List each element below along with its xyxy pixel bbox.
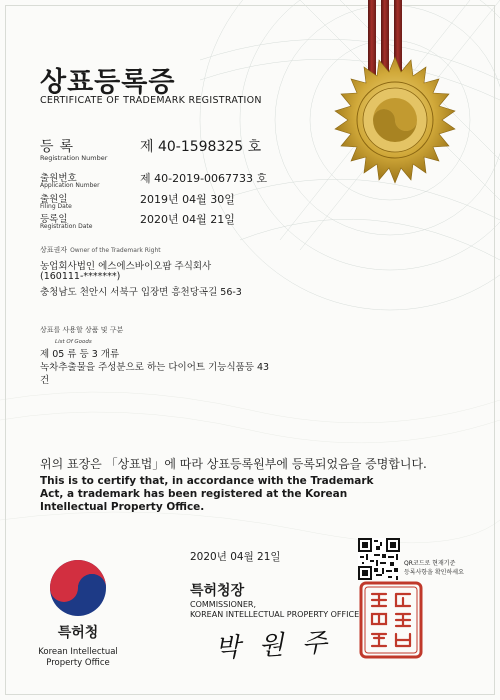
kipo-taegeuk-logo: [40, 550, 116, 620]
certification-statement-korean: 위의 표장은 「상표법」에 따라 상표등록원부에 등록되었음을 증명합니다.: [40, 457, 427, 471]
commissioner-title: 특허청장: [190, 583, 245, 599]
field-label: 출원번호: [40, 173, 77, 184]
office-name-korean: 특허청: [57, 625, 99, 641]
field-value: 2020년 04월 21일: [140, 213, 235, 226]
registration-number-value: 제 40-1598325 호: [140, 139, 262, 155]
owner-name: 농업회사법인 에스에스바이오팜 주식회사: [40, 261, 212, 272]
owner-label-english: Owner of the Trademark Right: [70, 247, 161, 254]
goods-label: 상표를 사용할 상품 및 구분: [40, 326, 124, 334]
office-name-line: Korean Intellectual: [38, 647, 118, 657]
certification-statement-english: This is to certify that, in accordance with the Trademark Act, a trademark has been registered at the Korean Intellectual Property Office.: [40, 475, 374, 513]
goods-description-line: 건: [40, 375, 50, 386]
field-label-english: Filing Date: [40, 203, 72, 210]
issue-date: 2020년 04월 21일: [190, 551, 281, 563]
commissioner-title-line: COMMISSIONER,: [190, 600, 256, 609]
qr-note: [404, 559, 464, 577]
commissioner-signature: 박 원 주: [214, 627, 333, 665]
commissioner-title-line: KOREAN INTELLECTUAL PROPERTY OFFICE: [190, 610, 360, 619]
goods-label-english: List Of Goods: [55, 339, 92, 345]
page-title: 상표등록증: [40, 67, 176, 98]
official-stamp: [358, 580, 424, 660]
owner-label: [40, 245, 161, 255]
page-title-english: CERTIFICATE OF TRADEMARK REGISTRATION: [40, 95, 262, 106]
field-label: 등록일: [40, 214, 68, 225]
office-name-line: Property Office: [46, 658, 110, 668]
owner-address: 충청남도 천안시 서북구 입장면 흥천당곡길 56-3: [40, 287, 242, 298]
qr-note-line: QR코드로 현재기준: [404, 560, 456, 567]
goods-description-line: 녹차추출물을 주성분으로 하는 다이어트 기능식품등 43: [40, 362, 270, 373]
owner-label-korean: 상표권자: [40, 246, 68, 254]
goods-class-line: 제 05 류 등 3 개류: [40, 349, 120, 360]
owner-id: (160111-*******): [40, 271, 121, 282]
field-value: 제 40-2019-0067733 호: [140, 172, 268, 185]
field-label-english: Registration Date: [40, 223, 93, 230]
field-label-english: Application Number: [40, 182, 100, 189]
commissioner-title-english: [190, 600, 359, 620]
gold-seal: [330, 55, 460, 185]
field-value: 2019년 04월 30일: [140, 193, 235, 206]
qr-code[interactable]: [358, 538, 400, 580]
registration-label: 등록: [40, 139, 80, 155]
field-label: 출원일: [40, 194, 68, 205]
office-name-english: [25, 647, 131, 669]
qr-note-line: 등록사항을 확인하세요: [404, 569, 464, 576]
registration-label-english: Registration Number: [40, 154, 108, 162]
